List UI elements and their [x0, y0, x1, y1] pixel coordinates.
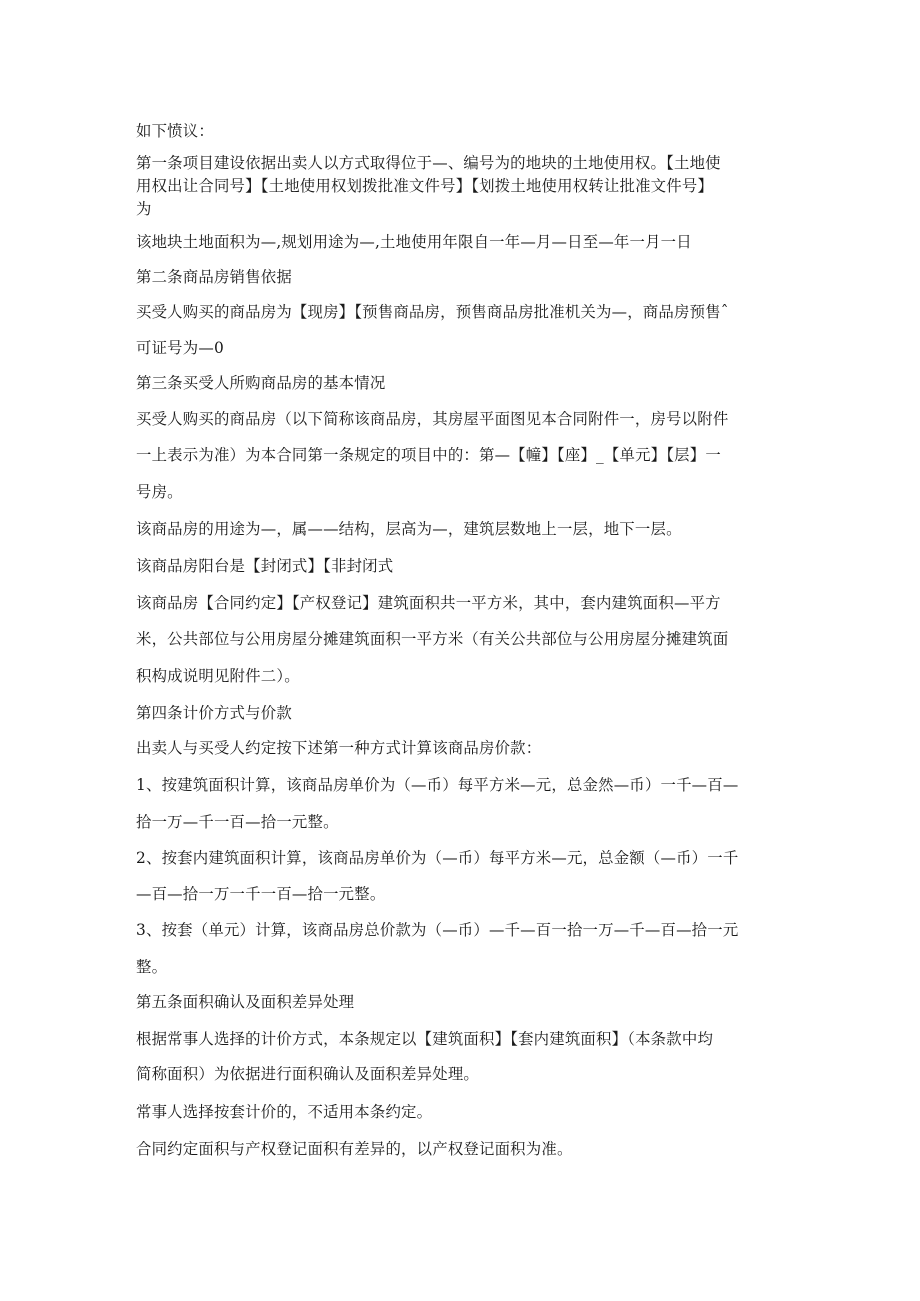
section-heading: 第五条面积确认及面积差异处理	[136, 993, 355, 1011]
text-line: 该商品房阳台是【封闭式】【非封闭式	[136, 557, 394, 575]
text-line: 买受人购买的商品房（以下简称该商品房，其房屋平面图见本合同附件一，房号以附件	[136, 410, 729, 428]
text-line: 该商品房【合同约定】【产权登记】建筑面积共一平方米，其中，套内建筑面积—平方	[136, 594, 721, 612]
text-line: 该商品房的用途为—，属——结构，层高为—，建筑层数地上一层，地下一层。	[136, 520, 682, 538]
text-line: 简称面积）为依据进行面积确认及面积差异处理。	[136, 1065, 479, 1083]
text-line: 积构成说明见附件二）。	[136, 667, 300, 685]
text-line: 为	[136, 200, 152, 218]
text-line: 2、按套内建筑面积计算，该商品房单价为（—币）每平方米—元，总金额（—币）一千	[136, 849, 739, 867]
text-line: 一上表示为准）为本合同第一条规定的项目中的：第—【幢】【座】_【单元】【层】一	[136, 446, 721, 464]
text-line: 出卖人与买受人约定按下述第一种方式计算该商品房价款：	[136, 739, 542, 757]
text-line: 该地块土地面积为—,规划用途为—,土地使用年限自一年—月—日至—年一月一日	[136, 233, 692, 251]
text-line: 用权出让合同号】【土地使用权划拨批准文件号】【划拨土地使用权转让批准文件号】	[136, 177, 714, 195]
text-line: 买受人购买的商品房为【现房】【预售商品房，预售商品房批准机关为—，商品房预售ˆ	[136, 303, 729, 321]
text-line: —百—拾一万一千一百—拾一元整。	[136, 885, 386, 903]
text-line: 1、按建筑面积计算，该商品房单价为（—币）每平方米—元，总金然—币）一千—百—	[136, 776, 739, 794]
text-line: 3、按套（单元）计算，该商品房总价款为（—币）—千—百一拾一万—千—百—拾一元	[136, 921, 739, 939]
text-line: 米，公共部位与公用房屋分摊建筑面积一平方米（有关公共部位与公用房屋分摊建筑面	[136, 630, 729, 648]
text-line: 号房。	[136, 483, 183, 501]
text-line: 根据常事人选择的计价方式，本条规定以【建筑面积】【套内建筑面积】（本条款中均	[136, 1030, 714, 1048]
section-heading: 第四条计价方式与价款	[136, 704, 292, 722]
text-line: 拾一万—千一百—拾一元整。	[136, 813, 339, 831]
section-heading: 第二条商品房销售依据	[136, 268, 292, 286]
text-line: 整。	[136, 958, 168, 976]
section-heading: 第三条买受人所购商品房的基本情况	[136, 374, 386, 392]
text-line: 第一条项目建设依据出卖人以方式取得位于—、编号为的地块的土地使用权。【土地使	[136, 154, 721, 172]
text-line: 可证号为—0	[136, 339, 224, 357]
text-line: 如下愤议：	[136, 122, 214, 140]
text-line: 常事人选择按套计价的，不适用本条约定。	[136, 1103, 433, 1121]
text-line: 合同约定面积与产权登记面积有差异的，以产权登记面积为准。	[136, 1140, 573, 1158]
